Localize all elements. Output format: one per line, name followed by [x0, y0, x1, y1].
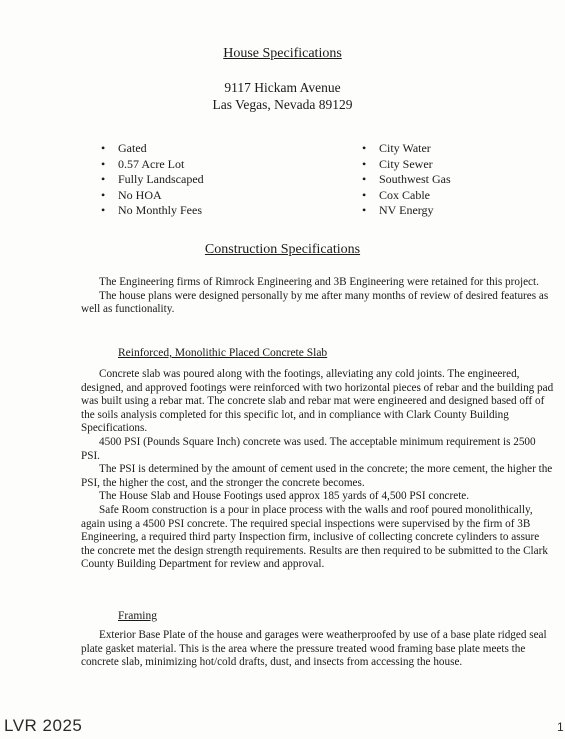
paragraph: Concrete slab was poured along with the footings, alleviating any cold joints. The engineered, designed, and approved footings were reinforced with two horizontal pieces of rebar and the building pad was built using a rebar mat. The concrete slab and rebar mat were engineered and designed based off of the soils analysis completed for this specific lot, and in compliance with Clark County Building Specifications. — [81, 368, 554, 435]
feature-item: • Fully Landscaped — [98, 172, 204, 188]
paragraph: The Engineering firms of Rimrock Engineering and 3B Engineering were retained for this project. — [99, 276, 539, 288]
paragraph: The House Slab and House Footings used approx 185 yards of 4,500 PSI concrete. — [99, 490, 470, 503]
utility-item: • City Water — [359, 141, 451, 157]
page-title: House Specifications — [223, 46, 342, 61]
section-title-construction: Construction Specifications — [204, 242, 361, 257]
feature-item: • Gated — [98, 141, 204, 157]
slab-section — [81, 368, 554, 572]
feature-item: • No HOA — [98, 188, 204, 204]
framing-section — [81, 629, 554, 670]
feature-item: • No Monthly Fees — [98, 203, 204, 219]
utility-item: • Cox Cable — [359, 188, 451, 204]
subsection-title-framing: Framing — [118, 610, 157, 622]
feature-item: • 0.57 Acre Lot — [98, 157, 204, 173]
utility-item: • City Sewer — [359, 157, 451, 173]
address-street: 9117 Hickam Avenue — [224, 80, 341, 95]
paragraph: Exterior Base Plate of the house and garages were weatherproofed by use of a base plate ridged seal plate gasket material. This is the area where the pressure treated wood framing base plate meets the concrete slab, minimizing hot/cold drafts, dust, and insects from accessing the house. — [81, 629, 547, 669]
paragraph: 4500 PSI (Pounds Square Inch) concrete was used. The acceptable minimum requirement is 2500 PSI. — [81, 435, 536, 462]
feature-list-left — [98, 141, 204, 219]
paragraph: Safe Room construction is a pour in place process with the walls and roof poured monolithically, again using a 4500 PSI concrete. The required special inspections were supervised by the firm of 3B Engineering, a required third party Inspection firm, inclusive of collecting concrete cylinders to assure the concrete met the design strength requirements. Results are then required to be submitted to the Clark County Building Department for review and approval. — [81, 503, 548, 571]
address-city: Las Vegas, Nevada 89129 — [212, 97, 353, 112]
construction-intro — [81, 276, 554, 317]
subsection-title-slab: Reinforced, Monolithic Placed Concrete Slab — [118, 347, 328, 359]
watermark: LVR 2025 — [4, 716, 83, 735]
feature-list-right — [359, 141, 451, 219]
paragraph: The PSI is determined by the amount of cement used in the concrete; the more cement, the higher the PSI, the higher the cost, and the stronger the concrete becomes. — [81, 463, 553, 489]
paragraph: The house plans were designed personally by me after many months of review of desired features as well as functionality. — [81, 289, 549, 316]
utility-item: • Southwest Gas — [359, 172, 451, 188]
utility-item: • NV Energy — [359, 203, 451, 219]
page-number: 1 — [557, 720, 564, 734]
